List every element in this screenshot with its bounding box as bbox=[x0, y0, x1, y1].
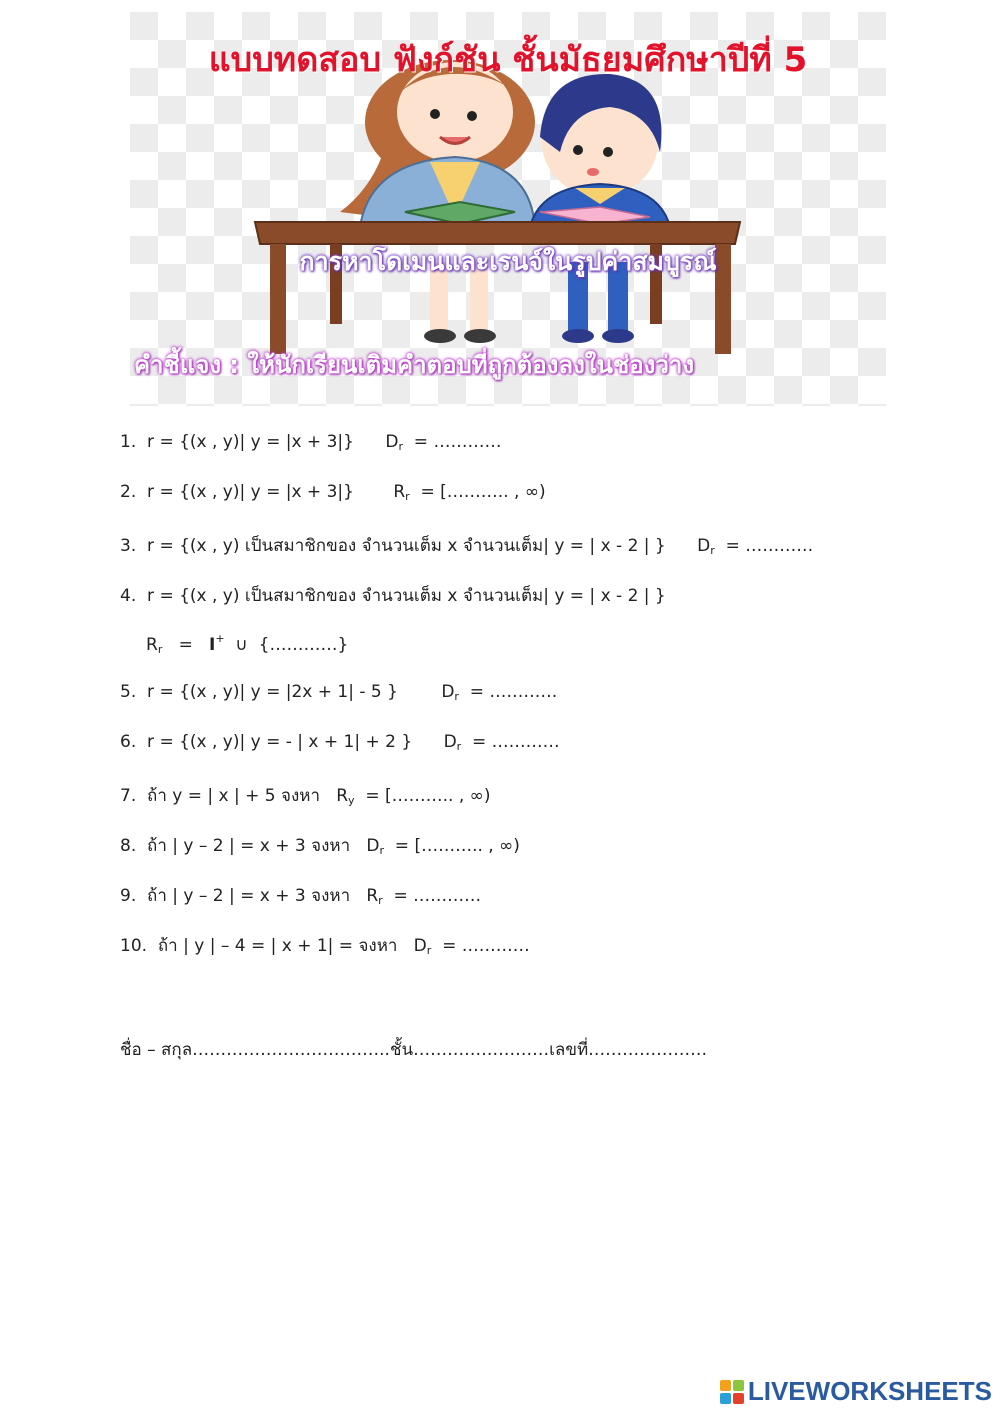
student-info-line[interactable]: ชื่อ – สกุล……………………………..ชั้น……………………เลขที่………………… bbox=[120, 1040, 708, 1060]
answer-blank[interactable]: = [……….. , ∞) bbox=[420, 482, 546, 502]
page-subtitle: การหาโดเมนและเรนจ์ในรูปค่าสมบูรณ์ bbox=[299, 247, 717, 276]
question-5: 5. r = {(x , y)| y = |2x + 1| - 5 } Dr = ………… bbox=[120, 682, 558, 703]
instruction-text: คำชี้แจง : ให้นักเรียนเติมคำตอบที่ถูกต้องลงในช่องว่าง bbox=[134, 351, 695, 379]
answer-blank[interactable]: = ………… bbox=[472, 732, 560, 752]
answer-blank[interactable]: = [……….. , ∞) bbox=[365, 786, 491, 806]
question-4: 4. r = {(x , y) เป็นสมาชิกของ จำนวนเต็ม x จำนวนเต็ม| y = | x - 2 | } bbox=[120, 586, 666, 606]
logo-mark-icon bbox=[720, 1380, 744, 1404]
question-2: 2. r = {(x , y)| y = |x + 3|} Rr = [……….. , ∞) bbox=[120, 482, 546, 503]
answer-blank[interactable]: = ………… bbox=[393, 886, 482, 906]
answer-blank[interactable]: = ………… bbox=[413, 432, 502, 452]
question-7: 7. ถ้า y = | x | + 5 จงหา Ry = [……….. , ∞) bbox=[120, 786, 491, 807]
logo-text: LIVEWORKSHEETS bbox=[747, 1376, 992, 1406]
question-8: 8. ถ้า | y – 2 | = x + 3 จงหา Dr = [……….. , ∞) bbox=[120, 836, 520, 857]
header-banner bbox=[130, 12, 886, 406]
answer-blank[interactable]: {…………} bbox=[258, 635, 349, 655]
question-6: 6. r = {(x , y)| y = - | x + 1| + 2 } Dr = ………… bbox=[120, 732, 560, 753]
answer-blank[interactable]: = ………… bbox=[725, 536, 814, 556]
question-1: 1. r = {(x , y)| y = |x + 3|} Dr = ………… bbox=[120, 432, 502, 453]
answer-blank[interactable]: = [……….. , ∞) bbox=[394, 836, 520, 856]
liveworksheets-logo bbox=[720, 1376, 992, 1407]
question-9: 9. ถ้า | y – 2 | = x + 3 จงหา Rr = ………… bbox=[120, 886, 482, 907]
question-10: 10. ถ้า | y | – 4 = | x + 1| = จงหา Dr = ………… bbox=[120, 936, 530, 957]
answer-blank[interactable]: = ………… bbox=[469, 682, 558, 702]
page-title: แบบทดสอบ ฟังก์ชัน ชั้นมัธยมศึกษาปีที่ 5 bbox=[208, 40, 808, 80]
question-4-range: Rr = I+ ∪ {…………} bbox=[146, 632, 349, 656]
answer-blank[interactable]: = ………… bbox=[442, 936, 530, 956]
question-3: 3. r = {(x , y) เป็นสมาชิกของ จำนวนเต็ม x จำนวนเต็ม| y = | x - 2 | } Dr = ………… bbox=[120, 536, 814, 557]
